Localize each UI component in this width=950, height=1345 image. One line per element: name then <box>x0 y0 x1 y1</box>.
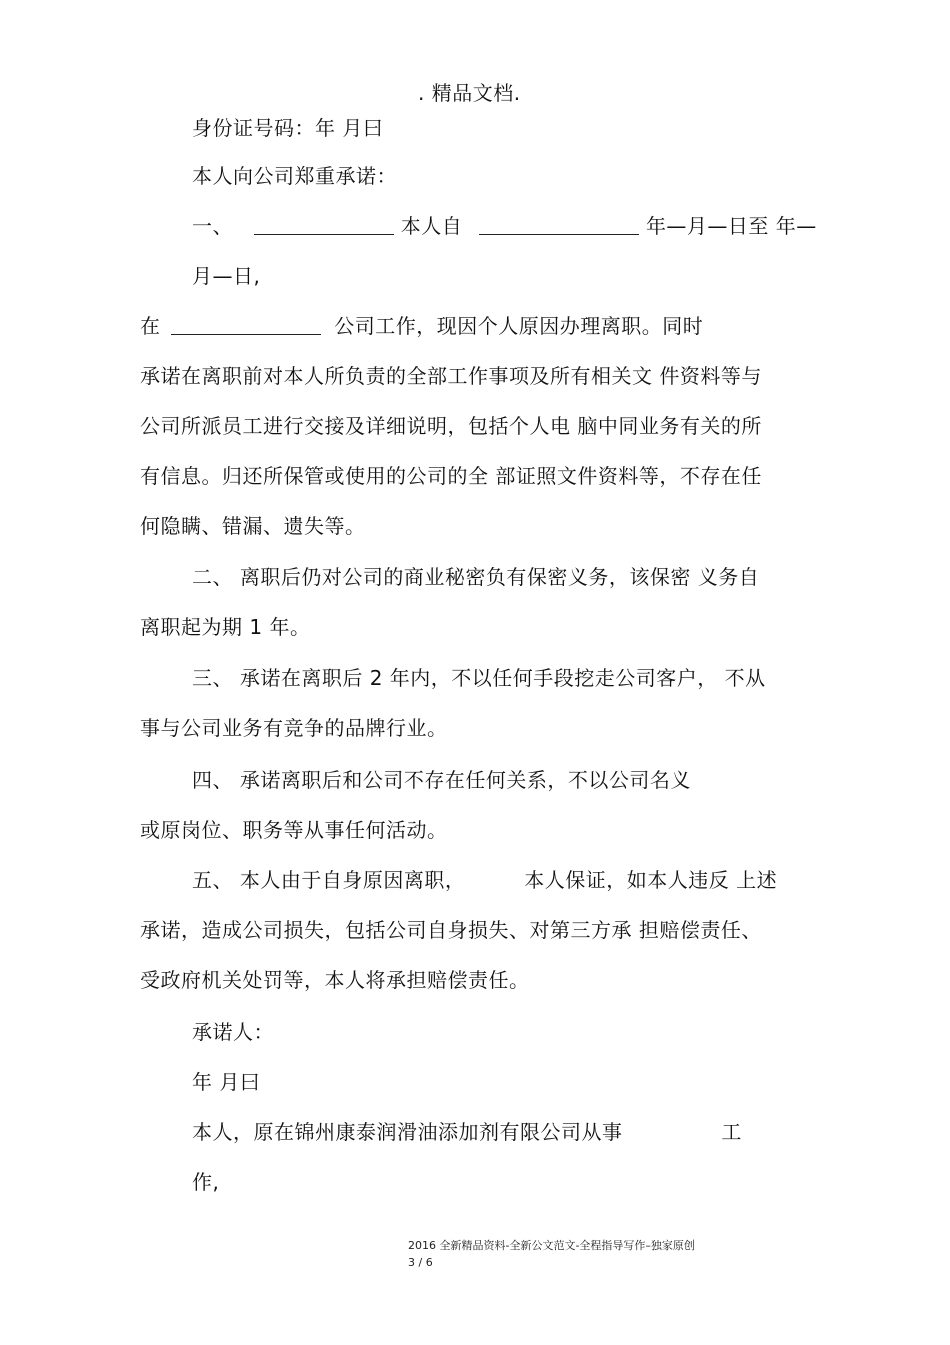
page-number: 3 / 6 <box>408 1256 433 1269</box>
clause-one-line7: 何隐瞒、错漏、遗失等。 <box>140 514 366 538</box>
clause-one-line6: 有信息。归还所保管或使用的公司的全 部证照文件资料等，不存在任 <box>140 464 762 488</box>
clause-three-line2: 事与公司业务有竞争的品牌行业。 <box>140 716 448 740</box>
clause-two-line2: 离职起为期 1 年。 <box>140 615 311 639</box>
footer-promo: 2016 全新精品资料-全新公文范文-全程指导写作–独家原创 <box>408 1239 695 1252</box>
clause-three-line1: 三、 承诺在离职后 2 年内，不以任何手段挖走公司客户， 不从 <box>192 666 766 690</box>
clause-one-line4: 承诺在离职前对本人所负责的全部工作事项及所有相关文 件资料等与 <box>140 364 762 388</box>
clause-two-line1: 二、 离职后仍对公司的商业秘密负有保密义务，该保密 义务自 <box>192 565 760 589</box>
clause-one-self-from: 本人自 <box>400 214 463 238</box>
clause-one-line5: 公司所派员工进行交接及详细说明，包括个人电 脑中同业务有关的所 <box>140 414 762 438</box>
promise-intro: 本人向公司郑重承诺： <box>192 164 397 188</box>
blank-start-date <box>479 214 639 235</box>
clause-one-line1 <box>192 212 817 240</box>
statement-work: 工 <box>721 1120 742 1144</box>
signature-date: 年 月曰 <box>192 1070 261 1094</box>
clause-five-line2: 承诺，造成公司损失，包括公司自身损失、对第三方承 担赔偿责任、 <box>140 918 762 942</box>
id-number-line: 身份证号码：年 月曰 <box>192 116 384 140</box>
clause-five-line3: 受政府机关处罚等，本人将承担赔偿责任。 <box>140 968 530 992</box>
blank-name <box>254 214 394 235</box>
statement-line2: 作, <box>192 1170 220 1194</box>
clause-one-at: 在 <box>140 314 161 338</box>
clause-four-line2: 或原岗位、职务等从事任何活动。 <box>140 818 448 842</box>
clause-five-guarantee: 本人保证，如本人违反 上述 <box>524 868 778 892</box>
blank-company <box>171 314 321 335</box>
promiser-label: 承诺人： <box>192 1020 274 1044</box>
clause-one-number: 一、 <box>192 214 233 238</box>
clause-five-line1 <box>192 866 777 894</box>
statement-line1 <box>192 1118 742 1146</box>
clause-one-date-range: 年—月—日至 年— <box>645 214 817 238</box>
clause-five-reason: 五、 本人由于自身原因离职， <box>192 868 466 892</box>
clause-one-line3 <box>140 312 703 340</box>
clause-one-line2: 月—日, <box>192 264 261 288</box>
clause-one-company-work: 公司工作，现因个人原因办理离职。同时 <box>334 314 704 338</box>
clause-four-line1: 四、 承诺离职后和公司不存在任何关系，不以公司名义 <box>192 768 691 792</box>
page-header-title: . 精品文档. <box>418 81 521 105</box>
statement-company: 本人，原在锦州康泰润滑油添加剂有限公司从事 <box>192 1120 623 1144</box>
